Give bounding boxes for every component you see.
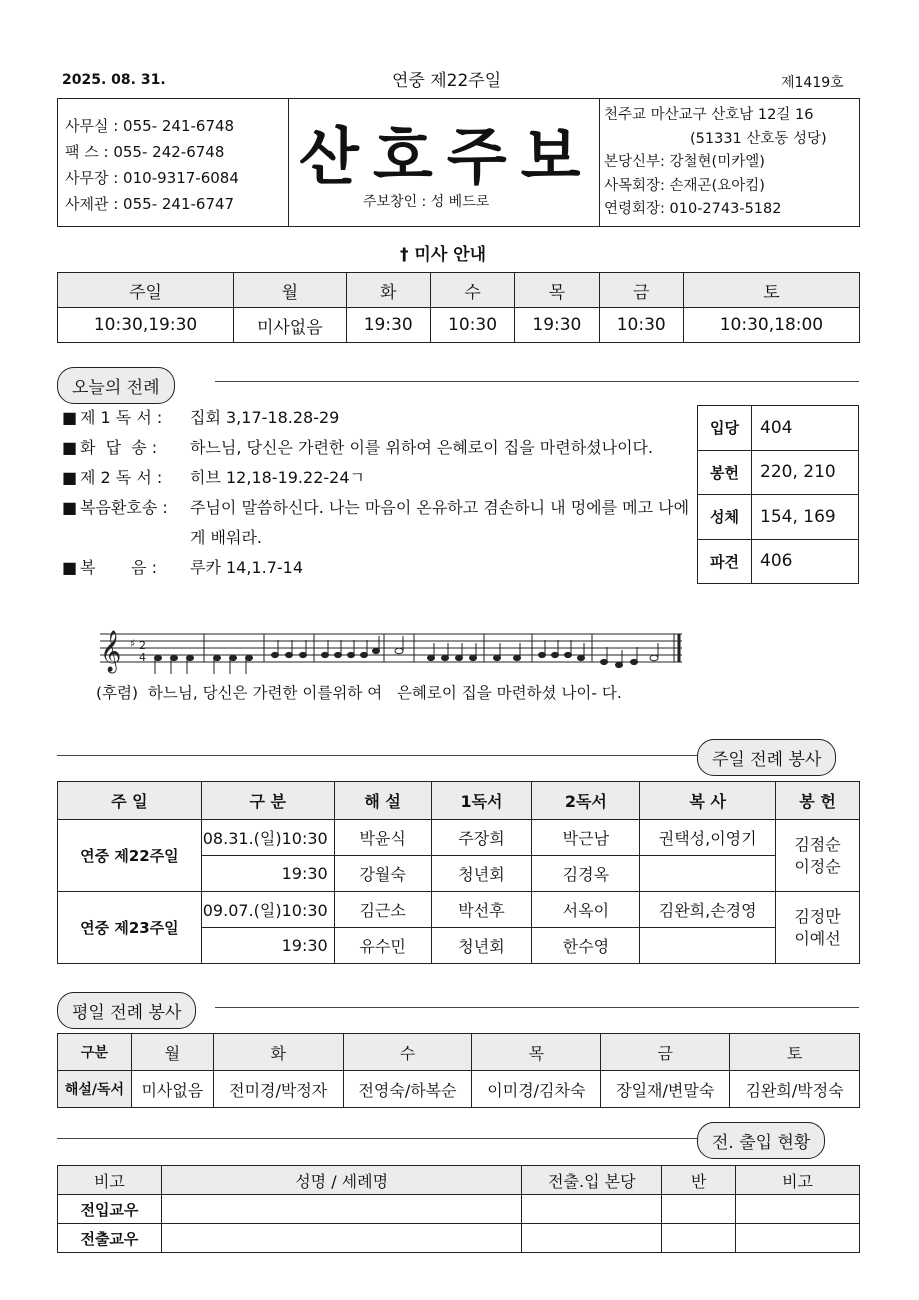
lyrics-text: 하느님, 당신은 가련한 이를위하 여 은혜로이 집을 마련하셨 나이- 다.: [147, 684, 622, 702]
hymn-number: 220, 210: [752, 450, 859, 495]
svg-text:2: 2: [139, 639, 146, 652]
mass-time: 10:30: [430, 308, 514, 343]
hymn-number: 154, 169: [752, 495, 859, 540]
mass-schedule-table: [57, 272, 860, 343]
contact-rectory: 사제관 : 055- 241-6747: [65, 195, 235, 213]
hymn-label: 봉헌: [698, 450, 752, 495]
address-line-2: (51331 산호동 성당): [690, 130, 827, 147]
pastor: 본당신부: 강철현(미카엘): [604, 154, 765, 170]
week-name: 연중 제22주일: [58, 820, 202, 892]
svg-text:♯: ♯: [130, 637, 136, 650]
hymn-label: 성체: [698, 495, 752, 540]
reading-text: 집회 3,17-18.28-29: [190, 408, 340, 427]
section-divider: [57, 755, 697, 756]
row-label: 해설/독서: [58, 1071, 132, 1108]
col-header: 화: [213, 1034, 343, 1071]
weekday-volunteers: 전영숙/하복순: [343, 1071, 472, 1108]
bullet-icon: ■: [62, 408, 78, 427]
parish-info: [600, 99, 859, 226]
day-header: 목: [515, 273, 599, 308]
reading-item: [62, 403, 692, 433]
col-header: 토: [730, 1034, 860, 1071]
weekday-volunteers: 미사없음: [131, 1071, 213, 1108]
week-name: 연중 제23주일: [58, 892, 202, 964]
transfer-pill: 전. 출입 현황: [697, 1122, 825, 1159]
reading-label: 제 2 독 서 :: [80, 468, 163, 487]
first-reader: 박선후: [431, 892, 532, 928]
second-reader: 박근남: [532, 820, 640, 856]
empty-cell: [522, 1224, 662, 1253]
day-header: 수: [430, 273, 514, 308]
day-header: 주일: [58, 273, 234, 308]
row-label: 전입교우: [58, 1195, 162, 1224]
second-reader: 김경옥: [532, 856, 640, 892]
offering-volunteers: 김점순 이정순: [776, 820, 860, 892]
masthead: [57, 98, 860, 227]
mass-time: 10:30,18:00: [683, 308, 859, 343]
day-header: 월: [234, 273, 347, 308]
col-header: 반: [662, 1166, 736, 1195]
bullet-icon: ■: [62, 468, 78, 487]
altar-server: 김완희,손경영: [640, 892, 776, 928]
mass-time: 10:30,19:30: [58, 308, 234, 343]
music-staff: [92, 620, 692, 680]
reading-item: [62, 463, 692, 493]
empty-cell: [662, 1195, 736, 1224]
section-divider: [57, 1138, 697, 1139]
altar-server: [640, 856, 776, 892]
mass-time: 10:30: [599, 308, 683, 343]
section-divider: [215, 381, 859, 382]
hymn-label: 입당: [698, 406, 752, 451]
bullet-icon: ■: [62, 438, 78, 457]
col-header: 성명 / 세례명: [161, 1166, 522, 1195]
weekday-service-pill: 평일 전례 봉사: [57, 992, 196, 1029]
reading-text: 하느님, 당신은 가련한 이를 위하여 은혜로이 집을 마련하셨나이다.: [190, 438, 654, 457]
mass-time: 19:30: [346, 308, 430, 343]
first-reader: 청년회: [431, 928, 532, 964]
reading-item: [62, 433, 692, 463]
col-header: 수: [343, 1034, 472, 1071]
svg-text:𝄞: 𝄞: [100, 631, 122, 672]
contact-secretary: 사무장 : 010-9317-6084: [65, 169, 239, 187]
reading-text: 히브 12,18-19.22-24ㄱ: [190, 468, 365, 487]
first-reader: 주장희: [431, 820, 532, 856]
sunday-service-pill: 주일 전례 봉사: [697, 739, 836, 776]
col-header: 구 분: [201, 782, 334, 820]
col-header: 목: [472, 1034, 601, 1071]
col-header: 1독서: [431, 782, 532, 820]
offering-volunteers: 김정만 이예선: [776, 892, 860, 964]
altar-server: [640, 928, 776, 964]
contact-office: 사무실 : 055- 241-6748: [65, 117, 235, 135]
refrain-label: (후렴): [96, 684, 139, 702]
col-header: 비고: [58, 1166, 162, 1195]
council-chair: 사목회장: 손재곤(요아킴): [604, 177, 765, 194]
mass-time: 19:30: [515, 308, 599, 343]
commentator: 김근소: [334, 892, 431, 928]
liturgy-section-pill: 오늘의 전례: [57, 367, 175, 404]
empty-cell: [736, 1224, 860, 1253]
col-header: 봉 헌: [776, 782, 860, 820]
commentator: 유수민: [334, 928, 431, 964]
sunday-title: 연중 제22주일: [392, 71, 502, 91]
empty-cell: [161, 1224, 522, 1253]
day-header: 토: [683, 273, 859, 308]
paper-name: 산호주보: [299, 120, 595, 193]
publisher: 주보창인 : 성 베드로: [363, 194, 490, 210]
col-header: 금: [601, 1034, 730, 1071]
issue-number: 제1419호: [781, 75, 844, 91]
empty-cell: [161, 1195, 522, 1224]
refrain-lyrics: [96, 681, 622, 703]
col-header: 해 설: [334, 782, 431, 820]
col-header: 복 사: [640, 782, 776, 820]
reading-label: 복 음 :: [80, 558, 157, 577]
bullet-icon: ■: [62, 558, 78, 577]
reading-label: 복음환호송 :: [80, 498, 168, 517]
sunday-service-table: [57, 781, 860, 964]
mass-schedule-title: † 미사 안내: [400, 245, 487, 265]
weekday-volunteers: 전미경/박정자: [213, 1071, 343, 1108]
readings-list: [62, 403, 692, 583]
mass-time: 09.07.(일)10:30: [201, 892, 334, 928]
mass-time: 08.31.(일)10:30: [201, 820, 334, 856]
hymn-table: [697, 405, 859, 584]
reading-label: 화 답 송 :: [80, 438, 158, 457]
bullet-icon: ■: [62, 498, 78, 517]
second-reader: 한수영: [532, 928, 640, 964]
reading-text: 주님이 말씀하신다. 나는 마음이 온유하고 겸손하니 내 멍에를 메고 나에게 배워라.: [190, 498, 690, 547]
paper-title-block: [289, 99, 600, 226]
col-header: 전출.입 본당: [522, 1166, 662, 1195]
col-header: 주 일: [58, 782, 202, 820]
contact-fax: 팩 스 : 055- 242-6748: [65, 143, 225, 161]
hymn-number: 406: [752, 539, 859, 584]
reading-label: 제 1 독 서 :: [80, 408, 163, 427]
weekday-volunteers: 이미경/김차숙: [472, 1071, 601, 1108]
address-line-1: 천주교 마산교구 산호남 12길 16: [604, 107, 814, 123]
reading-item: [62, 493, 692, 553]
second-reader: 서옥이: [532, 892, 640, 928]
svg-text:4: 4: [139, 651, 146, 664]
col-header: 2독서: [532, 782, 640, 820]
first-reader: 청년회: [431, 856, 532, 892]
day-header: 화: [346, 273, 430, 308]
youth-chair: 연령회장: 010-2743-5182: [604, 201, 782, 217]
commentator: 강월숙: [334, 856, 431, 892]
contact-list: [58, 99, 289, 226]
col-header: 구분: [58, 1034, 132, 1071]
day-header: 금: [599, 273, 683, 308]
row-label: 전출교우: [58, 1224, 162, 1253]
empty-cell: [662, 1224, 736, 1253]
transfer-table: [57, 1165, 860, 1253]
weekday-service-table: [57, 1033, 860, 1108]
mass-time: 19:30: [201, 856, 334, 892]
section-divider: [215, 1007, 859, 1008]
weekday-volunteers: 장일재/변말숙: [601, 1071, 730, 1108]
bulletin-date: 2025. 08. 31.: [62, 72, 166, 88]
reading-text: 루카 14,1.7-14: [190, 558, 304, 577]
commentator: 박윤식: [334, 820, 431, 856]
empty-cell: [736, 1195, 860, 1224]
weekday-volunteers: 김완희/박정숙: [730, 1071, 860, 1108]
col-header: 비고: [736, 1166, 860, 1195]
col-header: 월: [131, 1034, 213, 1071]
reading-item: [62, 553, 692, 583]
empty-cell: [522, 1195, 662, 1224]
altar-server: 권택성,이영기: [640, 820, 776, 856]
hymn-number: 404: [752, 406, 859, 451]
mass-time: 19:30: [201, 928, 334, 964]
hymn-label: 파견: [698, 539, 752, 584]
mass-time: 미사없음: [234, 308, 347, 343]
